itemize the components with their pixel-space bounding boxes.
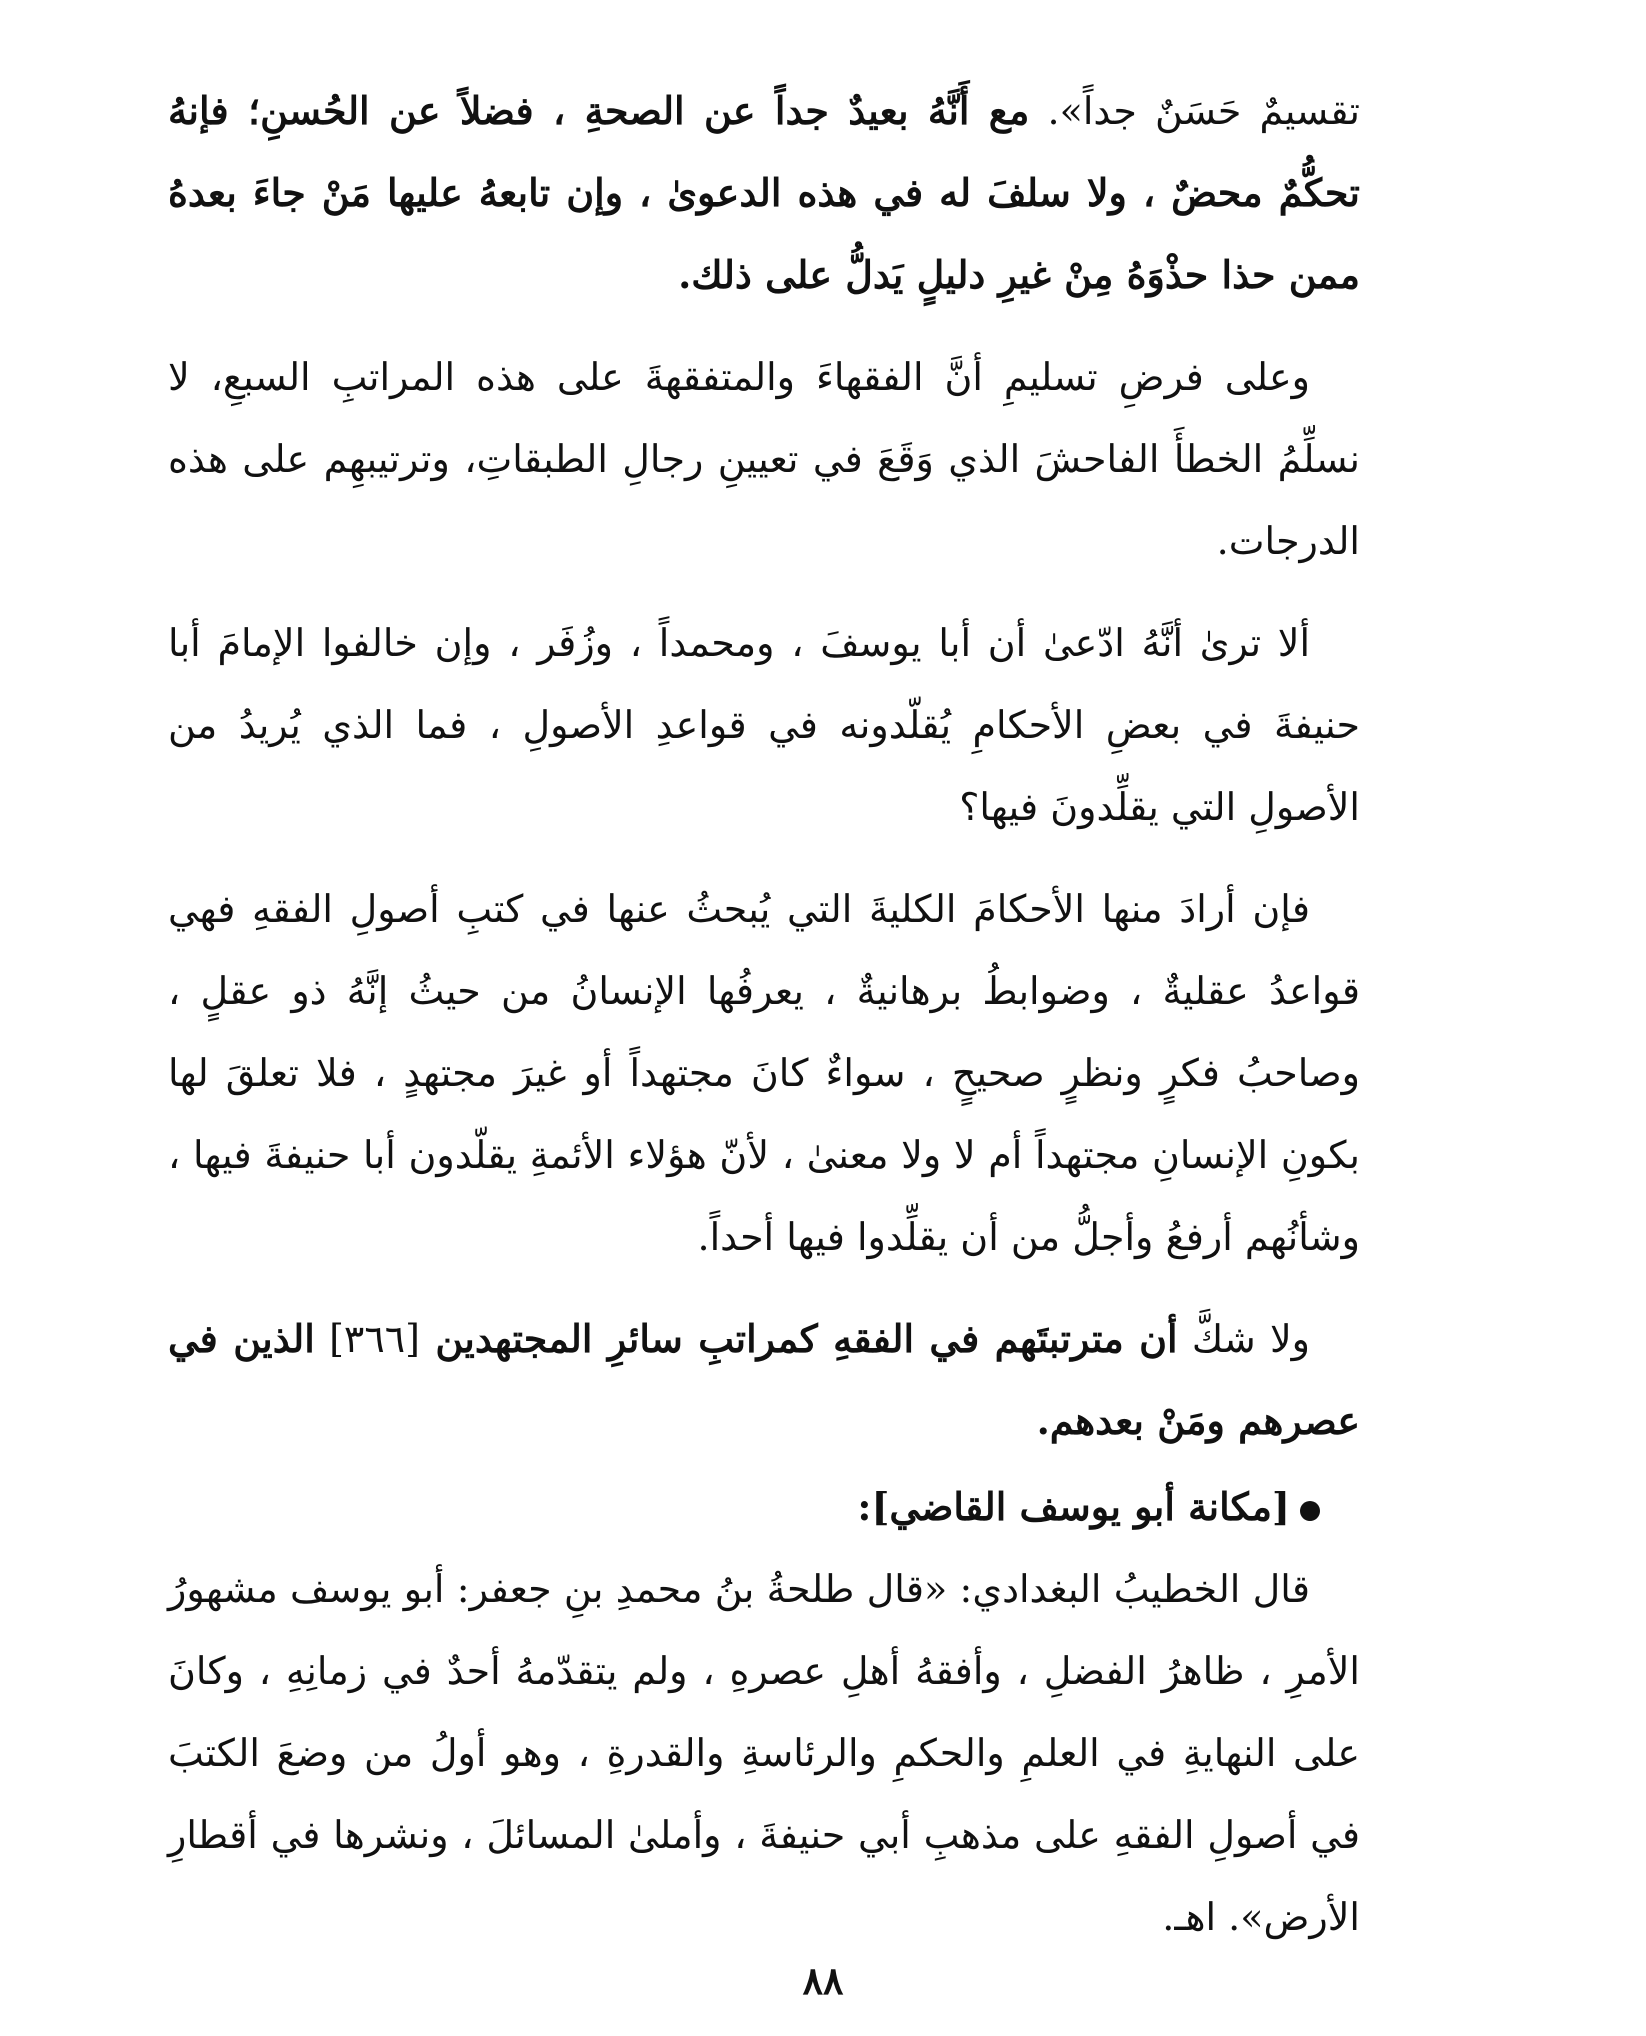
bullet-icon — [1300, 1501, 1320, 1521]
paragraph-5-part-1: ولا شكَّ — [1177, 1317, 1311, 1361]
paragraph-4-text: فإن أرادَ منها الأحكامَ الكليةَ التي يُبحثُ عنها في كتبِ أصولِ الفقهِ فهي قواعدُ عقليةٌ ، وضوابطُ برهانيةٌ ، يعرفُها الإنسانُ من حيثُ إنَّهُ ذو عقلٍ ، وصاحبُ فكرٍ ونظرٍ صحيحٍ ، سواءٌ كانَ مجتهداً أو غيرَ مجتهدٍ ، فلا تعلقَ لها بكونِ الإنسانِ مجتهداً أم لا ولا معنىٰ ، لأنّ هؤلاء الأئمةِ يقلّدون أبا حنيفةَ فيها ، وشأنُهم أرفعُ وأجلُّ من أن يقلِّدوا فيها أحداً. — [168, 887, 1360, 1259]
paragraph-2-text: وعلى فرضِ تسليمِ أنَّ الفقهاءَ والمتفقهةَ على هذه المراتبِ السبعِ، لا نسلِّمُ الخطأَ الفاحشَ الذي وَقَعَ في تعيينِ رجالِ الطبقاتِ، وترتيبهِم على هذه الدرجات. — [168, 355, 1360, 563]
paragraph-5 — [168, 1298, 1360, 1462]
paragraph-5-part-2: أن مترتبتَهم في الفقهِ كمراتبِ سائرِ المجتهدين — [419, 1316, 1178, 1361]
paragraph-5-part-3: الذين في عصرهم ومَنْ بعدهم. — [168, 1316, 1360, 1443]
paragraph-1 — [168, 70, 1360, 316]
paragraph-4 — [168, 868, 1360, 1278]
paragraph-1-part-2: مع أَنَّهُ بعيدٌ جداً عن الصحةِ ، فضلاً عن الحُسنِ؛ فإنهُ تحكُّمٌ محضٌ ، ولا سلفَ له في هذه الدعوىٰ ، وإن تابعهُ عليها مَنْ جاءَ بعدهُ ممن حذا حذْوَهُ مِنْ غيرِ دليلٍ يَدلُّ على ذلك. — [168, 88, 1360, 297]
paragraph-final — [168, 1548, 1360, 1958]
section-heading-text: [مكانة أبو يوسف القاضي]: — [857, 1484, 1290, 1529]
page-number: ٨٨ — [802, 1958, 844, 2003]
paragraph-1-part-1: تقسيمٌ حَسَنٌ جداً». — [1029, 89, 1360, 133]
document-page — [168, 70, 1360, 1958]
paragraph-final-text: قال الخطيبُ البغدادي: «قال طلحةُ بنُ محمدِ بنِ جعفر: أبو يوسف مشهورُ الأمرِ ، ظاهرُ الفضلِ ، وأفقهُ أهلِ عصرهِ ، ولم يتقدّمهُ أحدٌ في زمانِهِ ، وكانَ على النهايةِ في العلمِ والحكمِ والرئاسةِ والقدرةِ ، وهو أولُ من وضعَ الكتبَ في أصولِ الفقهِ على مذهبِ أبي حنيفةَ ، وأملىٰ المسائلَ ، ونشرها في أقطارِ الأرض». اهـ. — [168, 1567, 1361, 1939]
section-heading — [168, 1466, 1360, 1548]
paragraph-5-reference: [٣٦٦] — [314, 1317, 420, 1361]
paragraph-3-text: ألا ترىٰ أنَّهُ ادّعىٰ أن أبا يوسفَ ، ومحمداً ، وزُفَر ، وإن خالفوا الإمامَ أبا حنيفةَ في بعضِ الأحكامِ يُقلّدونه في قواعدِ الأصولِ ، فما الذي يُريدُ من الأصولِ التي يقلِّدونَ فيها؟ — [168, 621, 1360, 829]
paragraph-2 — [168, 336, 1360, 582]
paragraph-3 — [168, 602, 1360, 848]
